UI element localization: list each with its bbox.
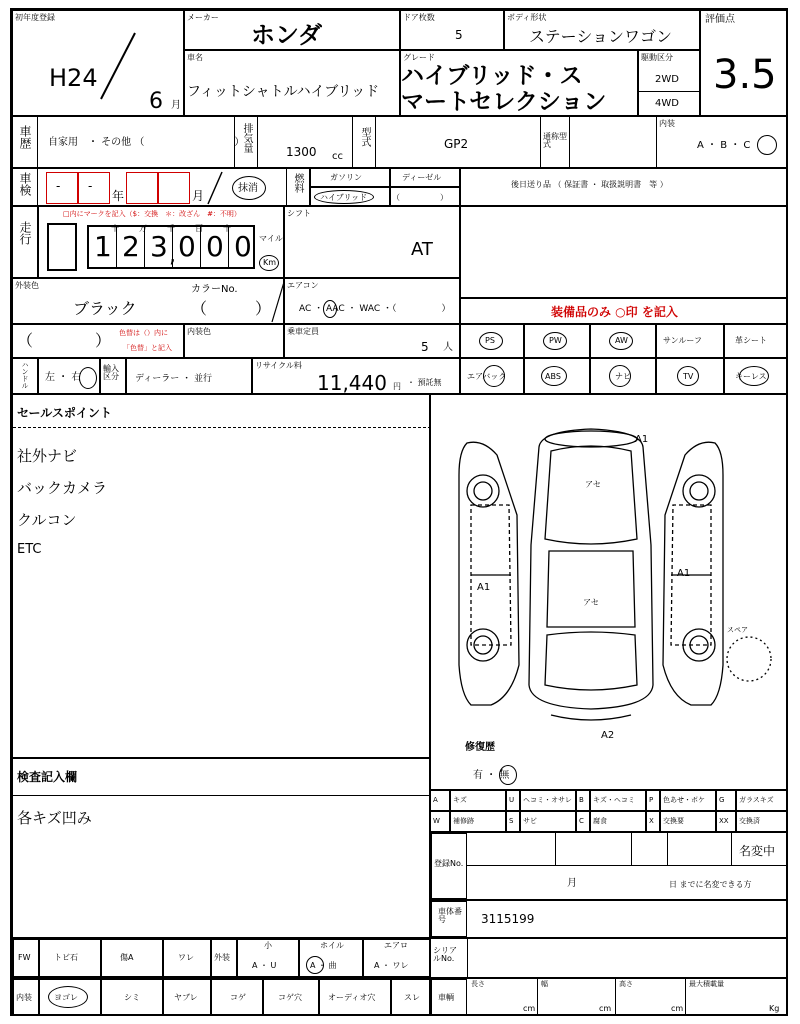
equip-abs: ABS: [524, 358, 590, 394]
legend-cell: 交換済: [736, 811, 788, 832]
model-label: 型式: [359, 127, 370, 147]
legend-cell: G: [716, 790, 736, 811]
doors-cell: [400, 10, 504, 50]
mileage-digit-2: 2: [122, 230, 140, 263]
fuel-diesel: ディーゼル: [402, 173, 442, 182]
legend-cell: B: [576, 790, 590, 811]
drive-2wd: 2WD: [655, 74, 679, 85]
equip-tv: TV: [656, 358, 724, 394]
shift-cell: [284, 206, 460, 278]
dmg-a2: A2: [601, 730, 615, 741]
doors-value: 5: [455, 28, 463, 42]
maker-value: ホンダ: [251, 21, 323, 49]
aircon-cell: [284, 278, 460, 324]
displacement-label: 排気量: [241, 123, 252, 153]
inspection-label-cell: [12, 168, 38, 206]
mileage-digit-3: 3: [150, 230, 168, 263]
mileage-cell: [38, 206, 284, 278]
mileage-km: Km: [263, 258, 277, 267]
aircon-label: エアコン: [287, 281, 319, 290]
legend-cell: X: [646, 811, 660, 832]
exterior-color-label: 外装色: [15, 281, 39, 290]
car-name-cell: [184, 50, 400, 116]
model-label-cell: [352, 116, 376, 168]
interior-grade-value: A ・ B ・ C: [697, 140, 751, 151]
interior-grade-cell: [656, 116, 788, 168]
inspection-notes-text: 各キズ凹み: [17, 809, 92, 827]
color-change-note1: 色替は（）内に: [119, 329, 168, 337]
fuel-gasoline: ガソリン: [330, 173, 362, 182]
bottom-row-1: FW トビ石 傷A ワレ 外装 小 A ・ U ホイル A ・ 曲 エアロ A ・ ワレ: [12, 938, 430, 978]
legend-cell: C: [576, 811, 590, 832]
mileage-digit-4: 0: [178, 230, 196, 263]
score-label: 評価点: [705, 14, 735, 25]
dmg-spare: スペア: [727, 626, 748, 634]
first-registration-month: 6: [149, 89, 163, 114]
import-value: ディーラー ・ 並行: [135, 374, 213, 384]
legend-cell: A: [430, 790, 450, 811]
seats-label: 乗車定員: [287, 327, 319, 336]
score-cell: [700, 10, 788, 116]
doors-label: ドア枚数: [403, 13, 435, 22]
mileage-mark-box: [47, 223, 77, 271]
car-name-value: フィットシャトルハイブリッド: [187, 84, 380, 100]
legend-cell: サビ: [520, 811, 576, 832]
sales-point-label: セールスポイント: [17, 406, 112, 420]
repair-history-label: 修復歴: [465, 742, 495, 753]
drive-cell: [638, 50, 700, 116]
legend-cell: U: [506, 790, 520, 811]
history-label-cell: [12, 116, 38, 168]
import-cell: [126, 358, 252, 394]
mileage-digit-6: 0: [234, 230, 252, 263]
handle-label: ハンドル: [21, 361, 29, 389]
mileage-mile: マイル: [259, 234, 283, 243]
serial-cell: [430, 938, 788, 978]
drive-label: 駆動区分: [641, 53, 673, 62]
exterior-color-value: ブラック: [73, 299, 137, 318]
history-label: 車歴: [18, 125, 32, 149]
color-code-paren: （ ）: [191, 299, 272, 318]
shift-label: シフト: [287, 209, 311, 218]
inspection-year-unit: 年: [112, 189, 125, 203]
unit-hyaku: 百: [195, 224, 203, 233]
model-value: GP2: [444, 137, 469, 151]
shift-value: AT: [411, 239, 433, 260]
legend-cell: キズ: [450, 790, 506, 811]
sales-item-2: バックカメラ: [17, 479, 108, 497]
registration-cell: [430, 832, 788, 900]
equip-airbag: エアバック: [460, 358, 524, 394]
equip-keyless: キーレス: [724, 358, 788, 394]
body-label: ボディ形状: [507, 13, 547, 22]
import-label-cell: [100, 358, 126, 394]
equip-aw: AW: [590, 324, 656, 358]
color-change-note2: 「色替」と記入: [123, 344, 172, 352]
legend-cell: 交換要: [660, 811, 716, 832]
handle-value: 左 ・ 右: [45, 372, 82, 383]
legend-cell: ガラスキズ: [736, 790, 788, 811]
body-cell: [504, 10, 700, 50]
mileage-label-cell: [12, 206, 38, 278]
equipment-note: 装備品のみ ○印 を記入: [551, 305, 678, 319]
color-code-label: カラーNo.: [191, 284, 238, 295]
chassis-cell: [430, 900, 788, 938]
handle-label-cell: [12, 358, 38, 394]
legend-cell: XX: [716, 811, 736, 832]
sales-point-panel: [12, 394, 430, 758]
first-registration-cell: [12, 10, 184, 116]
exterior-color-cell: [12, 278, 284, 324]
equip-navi: ナビ: [590, 358, 656, 394]
chassis-value: 3115199: [481, 912, 535, 926]
import-label: 輸入区分: [103, 364, 119, 381]
common-model-cell: [540, 116, 570, 168]
odometer-box: [87, 225, 255, 269]
registration-slash: [97, 31, 137, 101]
bottom-row-2: 内装 ヨゴレ シミ ヤブレ コゲ コゲ穴 オーディオ穴 スレ: [12, 978, 430, 1016]
dimensions-cell: 車輌 長さ cm 幅 cm 高さ cm 最大積載量 Kg: [430, 978, 788, 1016]
registration-day-note: 日 までに名変できる方: [669, 880, 752, 889]
mileage-digit-5: 0: [206, 230, 224, 263]
legend-row-2: [430, 811, 788, 832]
car-diagram: [431, 395, 787, 735]
later-items-body: [460, 206, 788, 298]
dmg-ase-hood: アセ: [583, 598, 599, 607]
dmg-a1-top: A1: [635, 434, 649, 445]
equip-ps: PS: [460, 324, 524, 358]
recycle-deposit: ・ 預託無: [407, 378, 442, 387]
interior-grade-circle: [757, 135, 777, 155]
unit-man: 万: [139, 224, 147, 233]
fuel-label-cell: [286, 168, 310, 206]
recycle-cell: [252, 358, 460, 394]
grade-label: グレード: [403, 53, 435, 62]
fuel-label: 燃料: [292, 173, 303, 193]
inspection-notes-label: 検査記入欄: [17, 770, 78, 784]
legend-cell: ヘコミ・オサレ: [520, 790, 576, 811]
legend-cell: 腐食: [590, 811, 646, 832]
seats-value: 5: [421, 340, 429, 354]
recycle-label: リサイクル料: [255, 361, 302, 370]
inspection-month-unit: 月: [192, 189, 205, 203]
interior-color-label: 内装色: [187, 327, 211, 336]
score-value: 3.5: [713, 52, 777, 98]
grade-line2: マートセレクション: [401, 89, 607, 115]
displacement-label-cell: [234, 116, 258, 168]
chassis-label: 車体番号: [438, 907, 462, 924]
later-items-label: 後日送り品 （ 保証書 ・ 取扱説明書 等 ）: [511, 180, 668, 189]
drive-4wd: 4WD: [655, 98, 679, 109]
body-value: ステーションワゴン: [529, 27, 673, 46]
recycle-value: 11,440: [317, 371, 387, 395]
sales-item-1: 社外ナビ: [17, 447, 78, 465]
seats-unit: 人: [443, 342, 453, 353]
unit-ju2: 十: [223, 224, 231, 233]
equip-leather: 革シート: [724, 324, 788, 358]
car-diagram-panel: [430, 394, 788, 790]
sales-item-3: クルコン: [17, 511, 77, 529]
maker-label: メーカー: [187, 13, 219, 22]
inspection-notes-panel: [12, 758, 430, 938]
history-value: 自家用 ・ その他 （ ）: [48, 137, 245, 148]
dmg-ase-roof: アセ: [585, 480, 601, 489]
registration-label: 登録No.: [434, 859, 464, 868]
mileage-comma: ,: [169, 243, 176, 268]
first-registration-year: H24: [49, 64, 98, 92]
mileage-note: □内にマークを記入（$：交換 ＊：改ざん #：不明）: [63, 210, 241, 218]
legend-cell: P: [646, 790, 660, 811]
car-name-label: 車名: [187, 53, 203, 62]
equip-sunroof: サンルーフ: [656, 324, 724, 358]
legend-cell: 補修跡: [450, 811, 506, 832]
legend-cell: S: [506, 811, 520, 832]
later-items-cell: [460, 168, 788, 206]
inspection-label: 車検: [18, 172, 32, 196]
first-registration-label: 初年度登録: [15, 13, 55, 22]
recycle-yen: 円: [393, 382, 401, 391]
unit-ju1: 十: [111, 224, 119, 233]
mileage-label: 走行: [18, 221, 32, 245]
legend-cell: W: [430, 811, 450, 832]
common-model-label: 通称型式: [543, 132, 567, 149]
fuel-hybrid: ハイブリッド: [320, 193, 368, 202]
mileage-digit-1: 1: [94, 230, 112, 263]
color-change-cell: （ ） 色替は（）内に 「色替」と記入: [12, 324, 184, 358]
dmg-a1-left: A1: [477, 582, 491, 593]
unit-sen: 千: [167, 224, 175, 233]
legend-cell: 色あせ・ボケ: [660, 790, 716, 811]
handle-cell: [38, 358, 100, 394]
seats-cell: [284, 324, 460, 358]
inspection-expired: 抹消: [238, 183, 258, 194]
serial-label: シリアルNo.: [433, 946, 457, 963]
aircon-value: AC ・ AAC ・ WAC ・（ ）: [299, 304, 451, 314]
legend-row-1: [430, 790, 788, 811]
month-unit: 月: [171, 100, 181, 111]
auction-sheet: 初年度登録 H24 6 月 メーカー ホンダ ドア枚数 5 ボディ形状 ステーションワゴン 評価点 3.5 車名 フィットシャトルハイブリッド グレード ハイブリッド・ス マートセレクション 駆動区分 2WD 4WD 車歴 自家用 ・ その他 （ ） 排気量 1300 cc 型式 GP2 通称型式 内装 A ・ B ・ C 車検 - - 年 月 抹消 燃料 ガソリン ディーゼル ハイブリッド （ ） 後日送り品 （ 保証書 ・ 取扱説明書 等 ） 走行 □内にマークを記入（$：交換 ＊：改ざん #：不明） 十 万 千 百 十 1 2 3 , 0 0 0 マイル Km シフト AT 外装色 ブラック カラーNo. （ ） エアコン AC ・ AAC ・ WAC ・（ ） 装備品のみ ○印 を記入 （ ） 色替は（）内に 「色替」と記入 内装色 乗車定員 5 人 PS PW AW サンルーフ 革シート ハンドル 左 ・ 右 輸入区分 ディーラー ・ 並行 リサイクル料 11,440 円 ・ 預託無 エアバック ABS ナビ TV キーレス セールスポイント 社外ナビ バックカメラ クルコン ETC A1 アセ A1 A1 アセ スペア A2 修復歴 有 ・ 無 検査記入欄 各キズ凹み A キズ U ヘコミ・オサレ B キズ・ヘコミ P 色あせ・ボケ G ガラスキズ W 補修跡 S サビ C 腐食 X 交換要 XX 交換済 登録No. 名変中 月 日 までに名変できる方 車体番号 3115199 FW トビ石 傷A ワレ 外装 小 A ・ U ホイル A ・ 曲 エアロ A ・ ワレ シリアルNo. 内装 ヨゴレ シミ ヤブレ コゲ コゲ穴 オーディオ穴 スレ 車輌 長さ cm 幅 cm 高さ cm 最大積載量 Kg: [10, 8, 788, 1016]
dmg-a1-right: A1: [677, 568, 691, 579]
grade-cell: [400, 50, 638, 116]
displacement-value: 1300: [286, 145, 317, 159]
maker-cell: [184, 10, 400, 50]
legend-cell: キズ・ヘコミ: [590, 790, 646, 811]
name-change-label: 名変中: [739, 844, 776, 858]
repair-history-value: 有 ・ 無: [473, 770, 510, 781]
equipment-note-cell: [460, 298, 788, 324]
interior-grade-label: 内装: [659, 119, 675, 128]
fuel-other: （ ）: [392, 193, 448, 202]
interior-color-cell: [184, 324, 284, 358]
displacement-unit: cc: [332, 151, 343, 162]
registration-month: 月: [567, 878, 577, 889]
sales-item-4: ETC: [17, 542, 42, 557]
grade-line1: ハイブリッド・ス: [401, 63, 583, 89]
equip-pw: PW: [524, 324, 590, 358]
